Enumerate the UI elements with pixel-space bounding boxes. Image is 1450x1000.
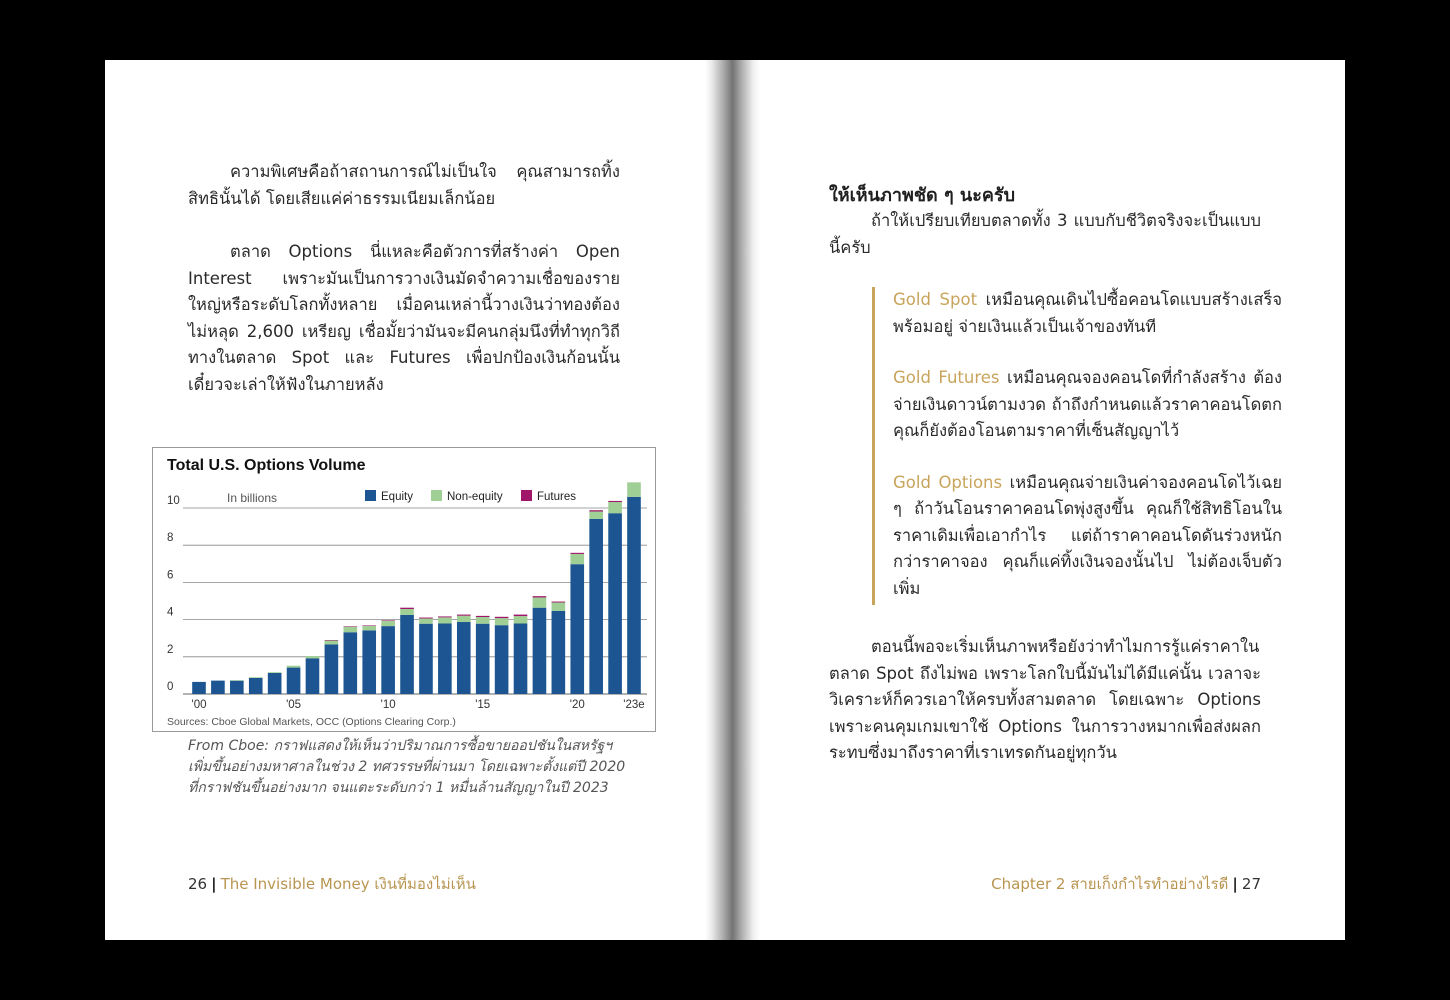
bar-equity-2010 (381, 626, 395, 694)
bar-equity-2007 (325, 644, 339, 694)
bar-equity-2019 (552, 611, 566, 694)
bar-non-equity-2018 (533, 597, 547, 607)
footer-separator: | (211, 875, 217, 893)
bar-equity-2011 (400, 615, 414, 694)
bar-futures-2021 (589, 510, 603, 511)
y-tick-label: 2 (167, 643, 174, 656)
bar-futures-2018 (533, 596, 547, 597)
footer-separator: | (1232, 875, 1238, 893)
y-tick-label: 0 (167, 681, 174, 693)
chapter-label: Chapter 2 (991, 875, 1066, 893)
bar-equity-2018 (533, 608, 547, 694)
quote-item-gold-options (893, 470, 1282, 603)
book-spread (105, 60, 1345, 940)
quote-text: เหมือนคุณจ่ายเงินค่าจองคอนโดไว้เฉย ๆ ถ้าวันโอนราคาคอนโดพุ่งสูงขึ้น คุณก็ใช้สิทธิโอนในราคาเดิมเพื่อเอากำไร แต่ถ้าราคาคอนโดดันร่วงหนักกว่าราคาจอง คุณก็แค่ทิ้งเงินจองนั้นไป ไม่ต้องเจ็บตัวเพิ่ม (893, 472, 1282, 598)
bar-non-equity-2006 (306, 656, 320, 658)
bar-non-equity-2020 (570, 554, 584, 564)
bar-non-equity-2016 (495, 618, 509, 625)
bar-equity-2022 (608, 513, 622, 694)
bar-equity-2002 (230, 681, 244, 694)
closing-paragraph: ตอนนี้พอจะเริ่มเห็นภาพหรือยังว่าทำไมการรู้แค่ราคาในตลาด Spot ถึงไม่พอ เพราะโลกใบนี้มันไม่ได้มีแค่นั้น เวลาจะวิเคราะห์ก็ควรเอาให้ครบทั้งสามตลาด โดยเฉพาะ Options เพราะคนคุมเกมเขาใช้ Options ในการวางหมากเพื่อส่งผลกระทบซึ่งมาถึงราคาที่เราเทรดกันอยู่ทุกวัน (829, 637, 1261, 762)
section-heading: ให้เห็นภาพชัด ๆ นะครับ (829, 185, 1016, 206)
bar-futures-2020 (570, 553, 584, 554)
page-number: 26 (188, 875, 208, 893)
bar-futures-2015 (476, 616, 490, 617)
bar-equity-2020 (570, 564, 584, 694)
bar-non-equity-2019 (552, 602, 566, 610)
legend-swatch-equity (365, 490, 376, 501)
bar-futures-2019 (552, 602, 566, 603)
legend-label: Futures (537, 491, 576, 503)
legend-label: Non-equity (447, 491, 503, 503)
term-gold-futures: Gold Futures (893, 368, 1000, 387)
bar-non-equity-2002 (230, 680, 244, 681)
bar-futures-2012 (419, 618, 433, 619)
bar-futures-2014 (457, 615, 471, 616)
bar-non-equity-2023 (627, 482, 641, 497)
bar-non-equity-2010 (381, 621, 395, 626)
bar-equity-2003 (249, 678, 263, 694)
bar-futures-2009 (362, 625, 376, 626)
bar-non-equity-2022 (608, 502, 622, 513)
bar-equity-2021 (589, 519, 603, 694)
bar-futures-2013 (438, 616, 452, 617)
y-tick-label: 8 (167, 532, 174, 545)
bar-equity-2005 (287, 668, 301, 694)
term-gold-options: Gold Options (893, 472, 1003, 492)
bar-futures-2008 (343, 626, 357, 627)
left-paragraph-2: ตลาด Options นี่แหละคือตัวการที่สร้างค่า Open Interest เพราะมันเป็นการวางเงินมัดจำความเชื่อของรายใหญ่หรือระดับโลกทั้งหลาย เมื่อคนเหล่านี้วางเงินว่าทองต้องไม่หลุด 2,600 เหรียญ เชื่อมั้ยว่ามันจะมีคนกลุ่มนึงที่ทำทุกวิถีทางในตลาด Spot และ Futures เพื่อปกป้องเงินก้อนนั้น เดี๋ยวจะเล่าให้ฟังในภายหลัง (188, 242, 620, 394)
bar-futures-2022 (608, 501, 622, 502)
left-paragraph-1: ความพิเศษคือถ้าสถานการณ์ไม่เป็นใจ คุณสามารถทิ้งสิทธินั้นได้ โดยเสียแค่ค่าธรรมเนียมเล็กน้อย (188, 162, 620, 208)
bar-non-equity-2004 (268, 672, 282, 673)
book-title: The Invisible Money (220, 875, 370, 893)
bar-futures-2010 (381, 620, 395, 621)
chart-caption: From Cboe: กราฟแสดงให้เห็นว่าปริมาณการซื้อขายออปชันในสหรัฐฯ เพิ่มขึ้นอย่างมหาศาลในช่วง 2 ทศวรรษที่ผ่านมา โดยเฉพาะตั้งแต่ปี 2020 ที่กราฟชันขึ้นอย่างมาก จนแตะระดับกว่า 1 หมื่นล้านสัญญาในปี 2023 (188, 738, 626, 796)
chart-legend (365, 490, 576, 503)
bar-equity-2016 (495, 625, 509, 694)
bar-futures-2007 (325, 640, 339, 641)
chart-svg (153, 448, 655, 731)
x-tick-label: '00 (191, 699, 207, 711)
bar-non-equity-2012 (419, 618, 433, 623)
legend-swatch-non-equity (431, 490, 442, 501)
bar-equity-2000 (192, 682, 206, 694)
book-gutter-shadow (705, 60, 760, 940)
bar-equity-2004 (268, 673, 282, 694)
x-tick-label: '10 (380, 699, 396, 711)
chart-title: Total U.S. Options Volume (167, 457, 366, 474)
legend-swatch-futures (521, 490, 532, 501)
left-footer (188, 872, 476, 896)
bar-futures-2016 (495, 617, 509, 618)
bar-equity-2001 (211, 681, 225, 694)
quote-text: เหมือนคุณจองคอนโดที่กำลังสร้าง ต้องจ่ายเงินดาวน์ตามงวด ถ้าถึงกำหนดแล้วราคาคอนโดตก คุณก็ยังต้องโอนตามราคาที่เซ็นสัญญาไว้ (893, 368, 1283, 440)
right-footer (991, 872, 1261, 896)
bar-non-equity-2009 (362, 626, 376, 631)
bar-non-equity-2014 (457, 616, 471, 622)
chapter-title: สายเก็งกำไรทำอย่างไรดี (1070, 875, 1229, 893)
bar-non-equity-2011 (400, 609, 414, 615)
options-volume-chart (152, 447, 656, 732)
quote-item-gold-futures (893, 365, 1282, 445)
bar-futures-2011 (400, 608, 414, 609)
bar-equity-2006 (306, 658, 320, 694)
bar-non-equity-2013 (438, 617, 452, 623)
bar-equity-2013 (438, 624, 452, 694)
bar-non-equity-2005 (287, 666, 301, 668)
right-page (725, 60, 1345, 940)
bar-equity-2015 (476, 624, 490, 694)
bar-non-equity-2015 (476, 617, 490, 624)
bar-non-equity-2021 (589, 512, 603, 519)
chart-x-ticks (192, 699, 645, 711)
x-tick-label: '05 (286, 699, 302, 711)
comparison-quote-block (872, 287, 1282, 605)
chart-unit-note: In billions (227, 491, 278, 505)
x-tick-label: '20 (569, 699, 585, 711)
bar-equity-2017 (514, 624, 528, 694)
x-tick-label: '15 (475, 699, 491, 711)
y-tick-label: 10 (167, 495, 180, 507)
bar-equity-2012 (419, 624, 433, 694)
left-page (105, 60, 725, 940)
bar-equity-2008 (343, 632, 357, 694)
legend-label: Equity (381, 491, 413, 503)
bar-non-equity-2003 (249, 677, 263, 678)
intro-paragraph: ถ้าให้เปรียบเทียบตลาดทั้ง 3 แบบกับชีวิตจริงจะเป็นแบบนี้ครับ (829, 211, 1261, 257)
chart-bars (192, 482, 641, 694)
bar-non-equity-2017 (514, 616, 528, 623)
bar-equity-2014 (457, 622, 471, 694)
bar-equity-2009 (362, 630, 376, 694)
bar-equity-2023 (627, 497, 641, 694)
quote-item-gold-spot (893, 287, 1282, 340)
chart-source: Sources: Cboe Global Markets, OCC (Options Clearing Corp.) (167, 716, 456, 728)
book-subtitle: เงินที่มองไม่เห็น (374, 875, 476, 893)
bar-non-equity-2007 (325, 640, 339, 644)
bar-non-equity-2008 (343, 627, 357, 633)
x-tick-label: '23e (623, 699, 645, 711)
page-number: 27 (1241, 875, 1261, 893)
y-tick-label: 4 (167, 606, 174, 619)
y-tick-label: 6 (167, 569, 174, 582)
quote-text: เหมือนคุณเดินไปซื้อคอนโดแบบสร้างเสร็จพร้อมอยู่ จ่ายเงินแล้วเป็นเจ้าของทันที (893, 290, 1282, 336)
term-gold-spot: Gold Spot (893, 290, 978, 309)
bar-futures-2017 (514, 615, 528, 616)
